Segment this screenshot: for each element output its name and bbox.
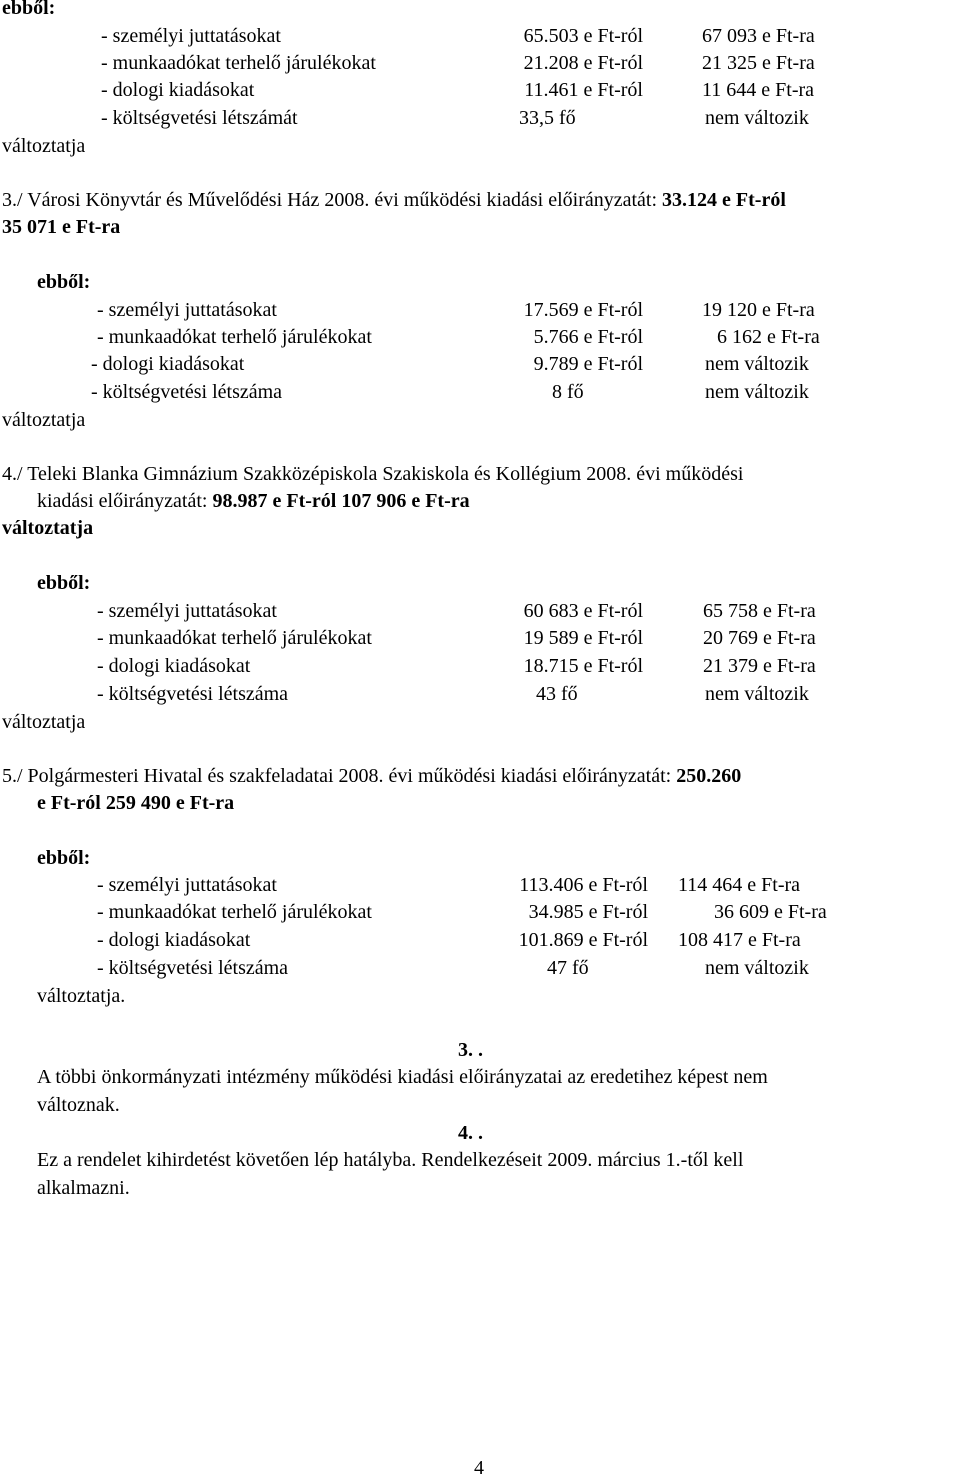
row-to: 6 162 e Ft-ra — [717, 326, 820, 348]
row-tail: változtatja. — [37, 985, 126, 1007]
row-from: 9.789 e Ft-ról — [533, 353, 643, 375]
row-from: 17.569 e Ft-ról — [523, 299, 643, 321]
section-title-text: 3./ Városi Könyvtár és Művelődési Ház 2008. évi működési kiadási előirányzatát: — [2, 189, 663, 211]
row-from: 18.715 e Ft-ról — [523, 655, 643, 677]
row-from: 21.208 e Ft-ról — [523, 52, 643, 74]
row-from: 47 fő — [547, 957, 589, 979]
row-label: - dologi kiadásokat — [101, 79, 255, 101]
section-title-text: kiadási előirányzatát: — [37, 490, 213, 512]
section-heading-ebbol: ebből: — [2, 0, 56, 19]
row-tail: változtatja — [2, 135, 86, 157]
row-to: 65 758 e Ft-ra — [703, 600, 816, 622]
row-label: - költségvetési létszáma — [97, 957, 289, 979]
row-to: 19 120 e Ft-ra — [702, 299, 815, 321]
row-label: - dologi kiadásokat — [91, 353, 245, 375]
section-title-amount: 33.124 e Ft-ról — [662, 189, 786, 211]
row-to: 114 464 e Ft-ra — [678, 874, 801, 896]
row-from: 33,5 fő — [519, 107, 576, 129]
row-from: 11.461 e Ft-ról — [524, 79, 643, 101]
section-title-amount-line2: e Ft-ról 259 490 e Ft-ra — [37, 792, 235, 814]
row-label: - munkaadókat terhelő járulékokat — [97, 326, 372, 348]
row-from: 8 fő — [552, 381, 584, 403]
paragraph-number: 3. . — [458, 1039, 483, 1061]
section-title — [2, 764, 741, 788]
row-to: 108 417 e Ft-ra — [678, 929, 801, 951]
row-from: 19 589 e Ft-ról — [523, 627, 643, 649]
row-label: - költségvetési létszáma — [91, 381, 283, 403]
paragraph-text-line2: alkalmazni. — [37, 1177, 130, 1199]
row-to: 36 609 e Ft-ra — [714, 901, 827, 923]
page-number: 4 — [474, 1457, 484, 1479]
row-label: - dologi kiadásokat — [97, 655, 251, 677]
row-label: - személyi juttatásokat — [101, 25, 281, 47]
row-label: - költségvetési létszámát — [101, 107, 298, 129]
row-tail: változtatja — [2, 711, 86, 733]
paragraph-number: 4. . — [458, 1122, 483, 1144]
paragraph-text-line2: változnak. — [37, 1094, 120, 1116]
row-to: 21 379 e Ft-ra — [703, 655, 816, 677]
row-label: - munkaadókat terhelő járulékokat — [101, 52, 376, 74]
section-heading-ebbol: ebből: — [37, 271, 91, 293]
row-to: 21 325 e Ft-ra — [702, 52, 815, 74]
row-from: 43 fő — [536, 683, 578, 705]
row-to: nem változik — [705, 353, 809, 375]
row-from: 113.406 e Ft-ról — [519, 874, 648, 896]
row-to: 67 093 e Ft-ra — [702, 25, 815, 47]
row-label: - dologi kiadásokat — [97, 929, 251, 951]
row-label: - személyi juttatásokat — [97, 299, 277, 321]
section-title-text: 5./ Polgármesteri Hivatal és szakfeladatai 2008. évi működési kiadási előirányzatát: — [2, 765, 677, 787]
row-from: 101.869 e Ft-ról — [518, 929, 648, 951]
row-label: - személyi juttatásokat — [97, 600, 277, 622]
paragraph-text-line1: Ez a rendelet kihirdetést követően lép hatályba. Rendelkezéseit 2009. március 1.-től kell — [37, 1149, 744, 1171]
paragraph-text-line1: A többi önkormányzati intézmény működési kiadási előirányzatai az eredetihez képest nem — [37, 1066, 768, 1088]
section-title-amount: 98.987 e Ft-ról 107 906 e Ft-ra — [212, 490, 470, 512]
row-to: 11 644 e Ft-ra — [702, 79, 815, 101]
row-to: nem változik — [705, 381, 809, 403]
section-title-line3: változtatja — [2, 517, 94, 539]
section-heading-ebbol: ebből: — [37, 847, 91, 869]
section-title-amount: 250.260 — [676, 765, 742, 787]
row-label: - személyi juttatásokat — [97, 874, 277, 896]
row-to: nem változik — [705, 683, 809, 705]
section-title: 4./ Teleki Blanka Gimnázium Szakközépiskola Szakiskola és Kollégium 2008. évi működési — [2, 463, 744, 485]
row-to: 20 769 e Ft-ra — [703, 627, 816, 649]
row-from: 34.985 e Ft-ról — [528, 901, 648, 923]
row-label: - költségvetési létszáma — [97, 683, 289, 705]
row-to: nem változik — [705, 957, 809, 979]
row-from: 65.503 e Ft-ról — [523, 25, 643, 47]
row-label: - munkaadókat terhelő járulékokat — [97, 901, 372, 923]
row-label: - munkaadókat terhelő járulékokat — [97, 627, 372, 649]
row-from: 60 683 e Ft-ról — [523, 600, 643, 622]
row-from: 5.766 e Ft-ról — [533, 326, 643, 348]
section-title — [2, 188, 786, 212]
section-title-amount-line2: 35 071 e Ft-ra — [2, 216, 121, 238]
section-title-line2 — [37, 489, 470, 513]
row-tail: változtatja — [2, 409, 86, 431]
section-heading-ebbol: ebből: — [37, 572, 91, 594]
row-to: nem változik — [705, 107, 809, 129]
